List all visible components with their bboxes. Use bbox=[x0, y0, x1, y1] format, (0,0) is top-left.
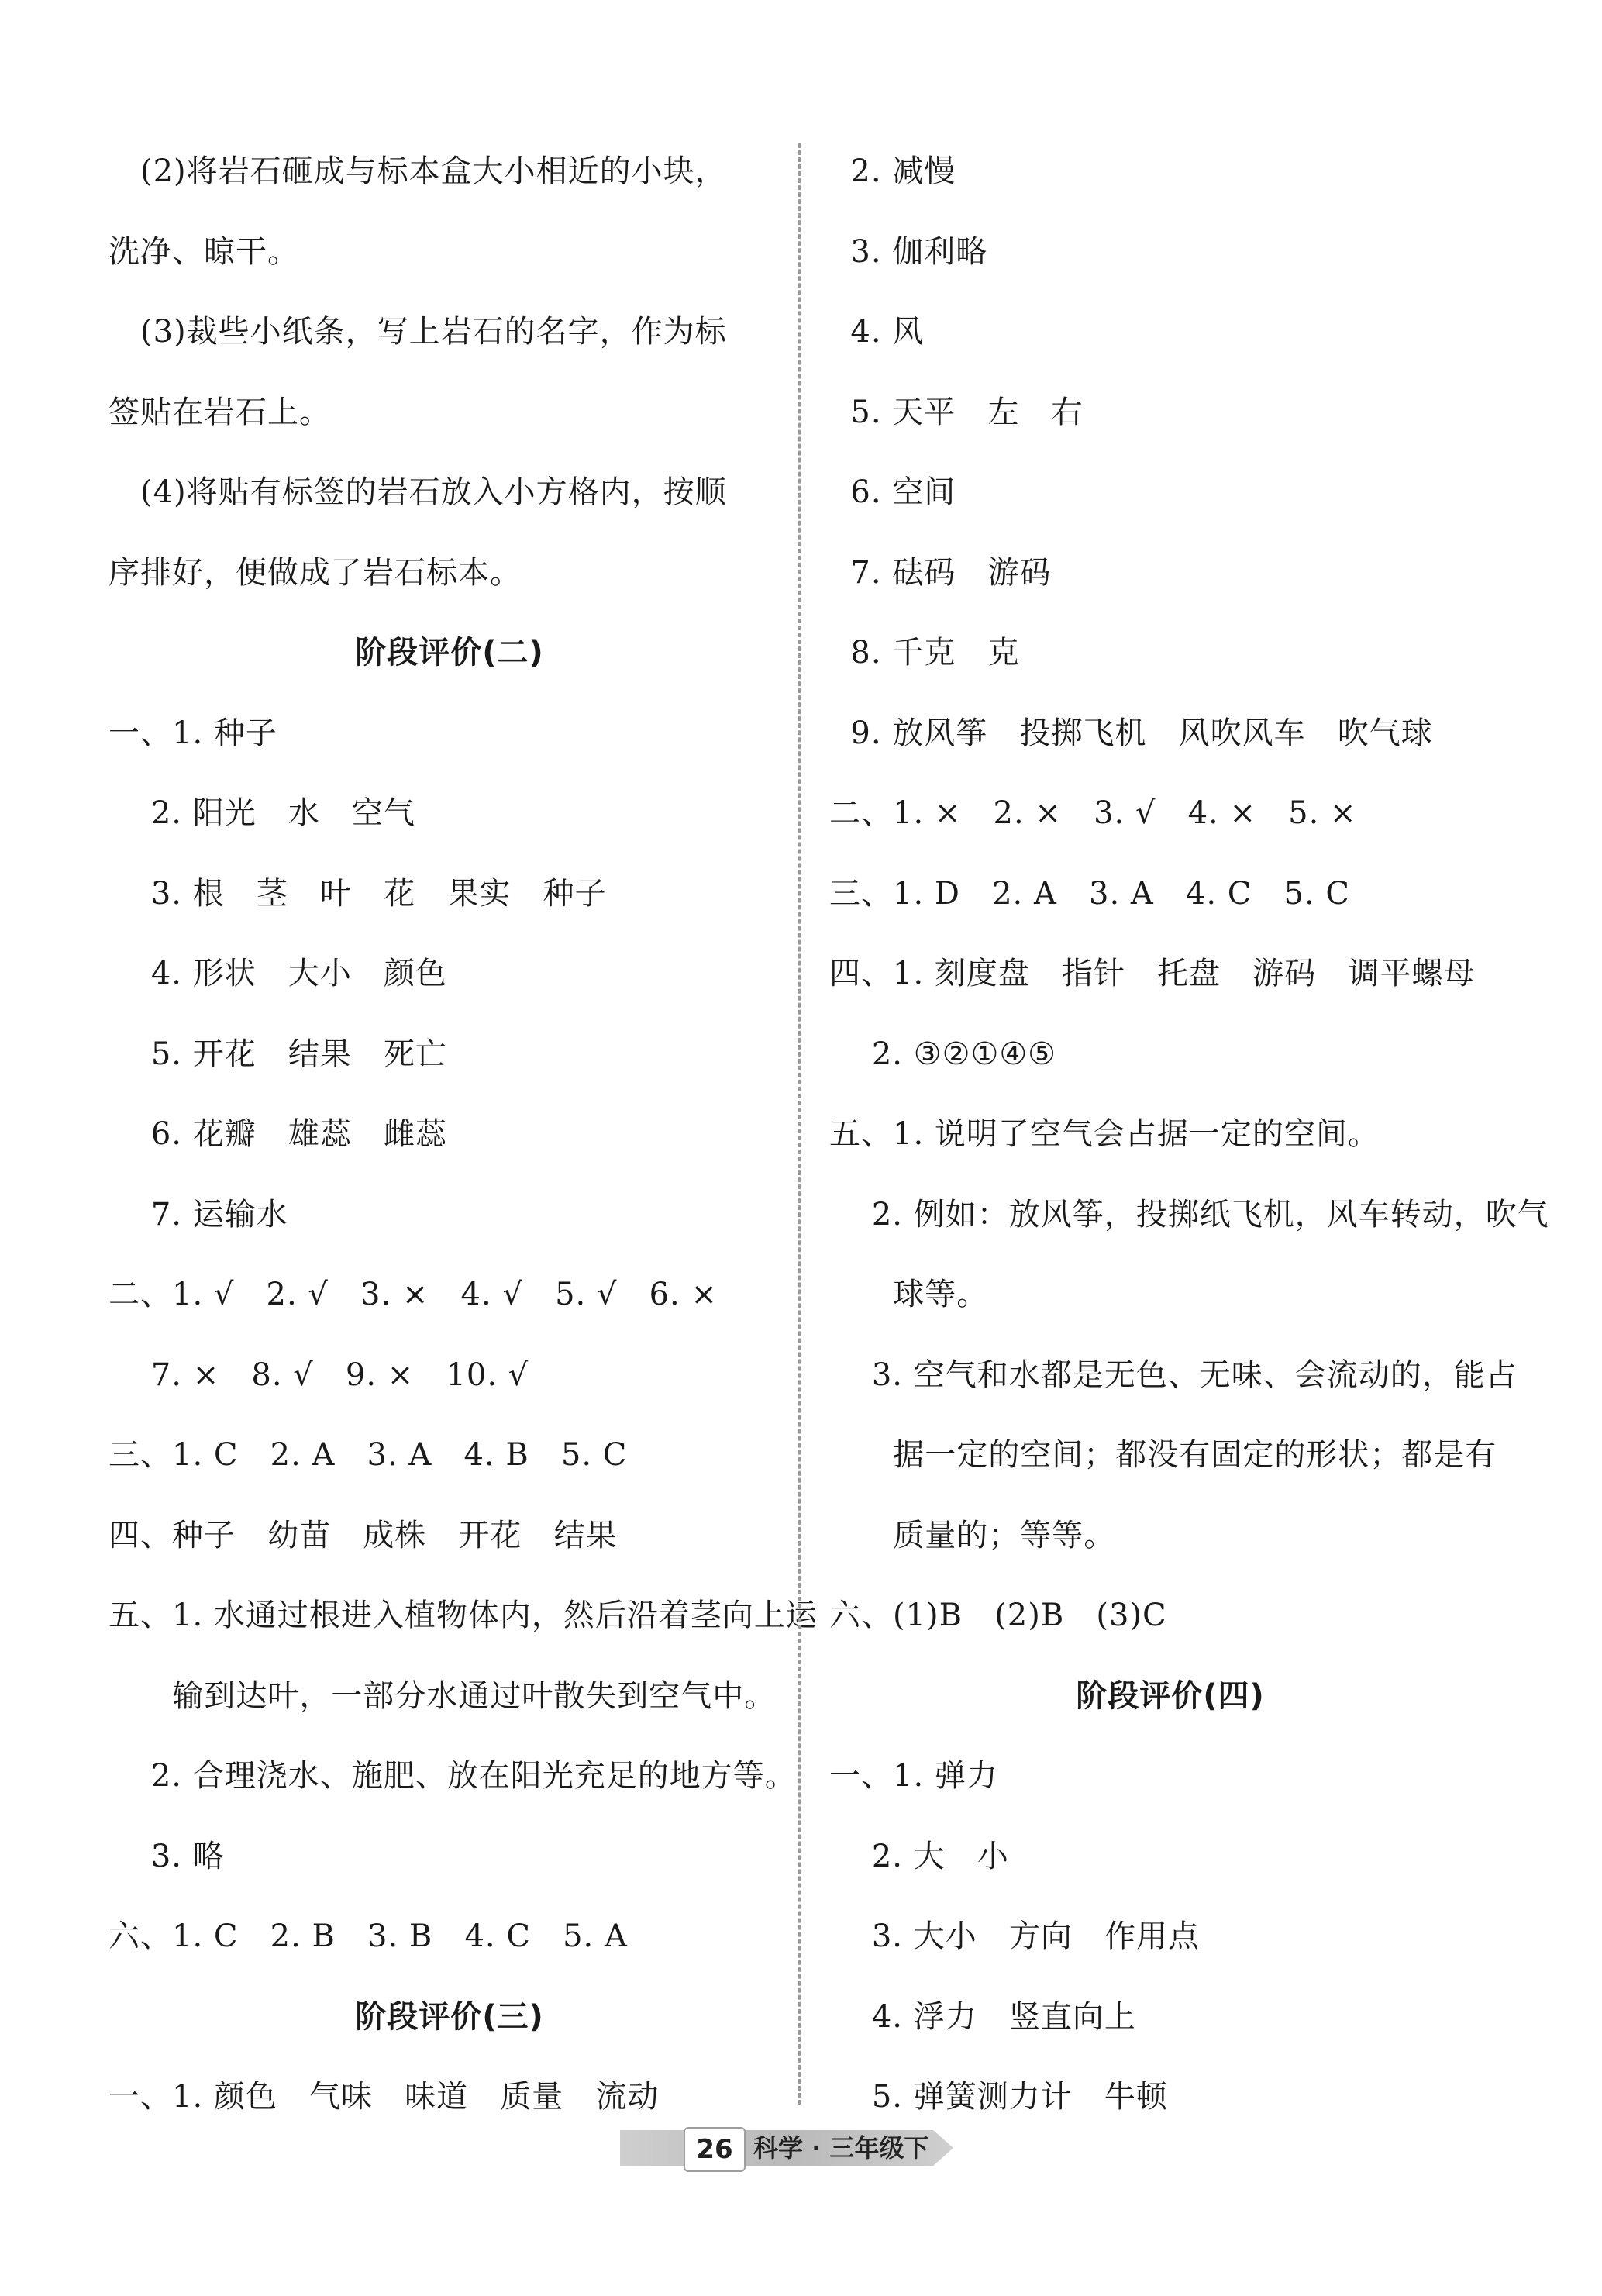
right-answer-line: 3. 大小 方向 作用点 bbox=[829, 1919, 1201, 1954]
right-answer-line: 2. 例如：放风筝，投掷纸飞机，风车转动，吹气 bbox=[829, 1196, 1549, 1232]
right-answer-line: 5. 天平 左 右 bbox=[829, 394, 1084, 430]
right-answer-line: 3. 伽利略 bbox=[829, 233, 988, 270]
right-answer-line: 4. 浮力 竖直向上 bbox=[829, 1998, 1136, 2035]
right-answer-line: 三、1. D 2. A 3. A 4. C 5. C bbox=[829, 875, 1351, 912]
left-answer-line: 输到达叶，一部分水通过叶散失到空气中。 bbox=[109, 1677, 777, 1714]
right-answer-line: 9. 放风筝 投掷飞机 风吹风车 吹气球 bbox=[829, 715, 1433, 751]
right-answer-line: 据一定的空间；都没有固定的形状；都是有 bbox=[829, 1437, 1497, 1473]
left-answer-line: 6. 花瓣 雄蕊 雌蕊 bbox=[109, 1116, 448, 1152]
left-answer-line: 4. 形状 大小 颜色 bbox=[109, 956, 448, 991]
left-section-heading: 阶段评价(三) bbox=[355, 1998, 544, 2035]
left-answer-line: 3. 根 茎 叶 花 果实 种子 bbox=[109, 875, 607, 912]
left-answer-line: 7. 运输水 bbox=[109, 1196, 288, 1232]
right-answer-line: 球等。 bbox=[829, 1277, 989, 1312]
right-answer-line: 六、(1)B (2)B (3)C bbox=[829, 1598, 1167, 1633]
page-footer bbox=[620, 2124, 961, 2172]
column-divider bbox=[798, 143, 801, 2105]
left-answer-line: (2)将岩石砸成与标本盒大小相近的小块， bbox=[109, 153, 727, 189]
left-answer-line: (3)裁些小纸条，写上岩石的名字，作为标 bbox=[109, 314, 727, 350]
right-answer-line: 二、1. × 2. × 3. √ 4. × 5. × bbox=[829, 795, 1357, 831]
left-answer-line: 2. 阳光 水 空气 bbox=[109, 795, 416, 831]
right-answer-line: 6. 空间 bbox=[829, 474, 956, 510]
subject-grade-label: 科学 · 三年级下 bbox=[753, 2133, 929, 2163]
left-answer-line: 序排好，便做成了岩石标本。 bbox=[109, 554, 522, 591]
right-answer-line: 3. 空气和水都是无色、无味、会流动的，能占 bbox=[829, 1357, 1518, 1393]
page-number: 26 bbox=[684, 2127, 746, 2172]
left-answer-line: 3. 略 bbox=[109, 1838, 225, 1874]
right-answer-line: 四、1. 刻度盘 指针 托盘 游码 调平螺母 bbox=[829, 956, 1476, 991]
right-section-heading: 阶段评价(四) bbox=[1076, 1677, 1265, 1714]
left-answer-line: 三、1. C 2. A 3. A 4. B 5. C bbox=[109, 1437, 628, 1473]
left-answer-line: 二、1. √ 2. √ 3. × 4. √ 5. √ 6. × bbox=[109, 1277, 718, 1312]
right-answer-line: 2. ③②①④⑤ bbox=[829, 1036, 1057, 1072]
left-answer-line: 六、1. C 2. B 3. B 4. C 5. A bbox=[109, 1919, 628, 1954]
right-answer-line: 2. 减慢 bbox=[829, 153, 956, 189]
right-answer-line: 2. 大 小 bbox=[829, 1838, 1009, 1874]
right-answer-line: 7. 砝码 游码 bbox=[829, 554, 1052, 591]
right-answer-line: 一、1. 弹力 bbox=[829, 1758, 998, 1794]
left-answer-line: (4)将贴有标签的岩石放入小方格内，按顺 bbox=[109, 474, 727, 510]
left-answer-line: 四、种子 幼苗 成株 开花 结果 bbox=[109, 1517, 618, 1553]
left-answer-line: 2. 合理浇水、施肥、放在阳光充足的地方等。 bbox=[109, 1758, 797, 1794]
left-answer-line: 7. × 8. √ 9. × 10. √ bbox=[109, 1357, 529, 1393]
right-answer-line: 4. 风 bbox=[829, 314, 925, 350]
right-answer-line: 5. 弹簧测力计 牛顿 bbox=[829, 2079, 1168, 2115]
left-section-heading: 阶段评价(二) bbox=[355, 635, 544, 671]
left-answer-line: 一、1. 颜色 气味 味道 质量 流动 bbox=[109, 2079, 660, 2115]
left-answer-line: 一、1. 种子 bbox=[109, 715, 277, 751]
right-answer-line: 五、1. 说明了空气会占据一定的空间。 bbox=[829, 1116, 1380, 1152]
left-answer-line: 5. 开花 结果 死亡 bbox=[109, 1036, 448, 1072]
left-answer-line: 五、1. 水通过根进入植物体内，然后沿着茎向上运 bbox=[109, 1598, 818, 1633]
right-answer-line: 8. 千克 克 bbox=[829, 635, 1020, 671]
left-answer-line: 洗净、晾干。 bbox=[109, 233, 299, 270]
right-column bbox=[829, 132, 1549, 2138]
left-column bbox=[109, 132, 818, 2138]
right-answer-line: 质量的；等等。 bbox=[829, 1517, 1116, 1553]
left-answer-line: 签贴在岩石上。 bbox=[109, 394, 331, 430]
